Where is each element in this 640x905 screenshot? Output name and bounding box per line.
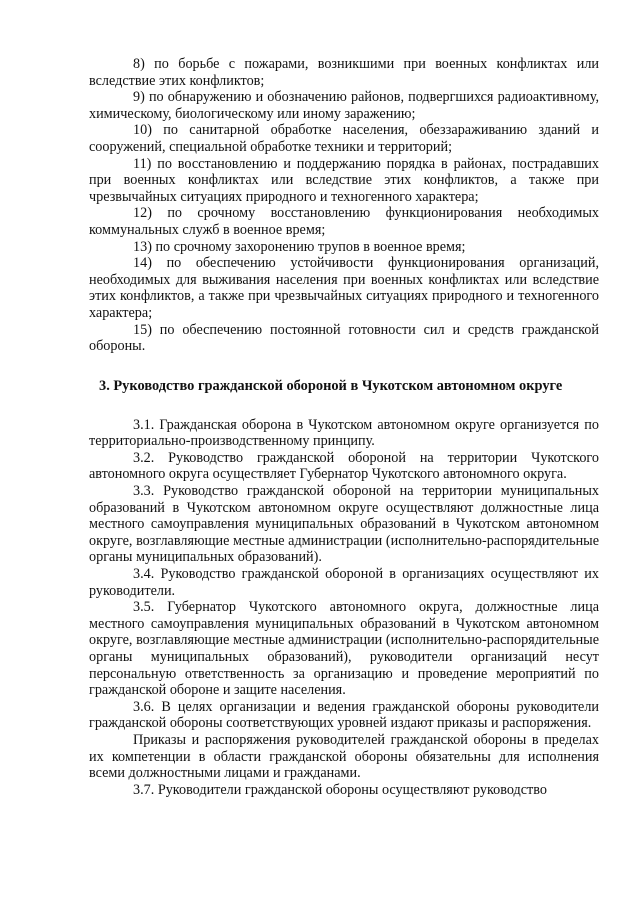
list-item: 9) по обнаружению и обозначению районов, подвергшихся радиоактивному, химическому, биологическому или иному заражению; [89,89,599,122]
section-paragraph: Приказы и распоряжения руководителей гражданской обороны в пределах их компетенции в области гражданской обороны обязательны для исполнения всеми должностными лицами и гражданами. [89,731,599,782]
section-paragraph: 3.2. Руководство гражданской обороной на территории Чукотского автономного округа осуществляет Губернатор Чукотского автономного округа. [89,449,599,483]
section-paragraph: 3.3. Руководство гражданской обороной на территории муниципальных образований в Чукотском автономном округе осуществляют должностные лица местного самоуправления муниципальных образований в Чукотском автономном округе, возглавляющие местные администрации (исполнительно-распорядительные органы муниципальных образований). [89,483,599,566]
list-item: 11) по восстановлению и поддержанию порядка в районах, пострадавших при военных конфликтах или вследствие этих конфликтов, а также при чрезвычайных ситуациях природного и техногенного характера; [89,155,599,205]
section-paragraph: 3.7. Руководители гражданской обороны осуществляют руководство [133,781,547,798]
section-body [89,417,599,799]
document-page [89,56,599,798]
section-paragraph: 3.5. Губернатор Чукотского автономного округа, должностные лица местного самоуправления муниципальных образований в Чукотском автономном округе, возглавляющие местные администрации (исполнительно-распорядительные органы муниципальных образований), руководители организаций несут персональную ответственность за организацию и проведение мероприятий по гражданской обороне и защите населения. [89,599,599,699]
list-item: 15) по обеспечению постоянной готовности сил и средств гражданской обороны. [89,321,599,355]
list-item: 14) по обеспечению устойчивости функционирования организаций, необходимых для выживания населения при военных конфликтах или вследствие этих конфликтов, а также при чрезвычайных ситуациях природного и техногенного характера; [89,255,599,321]
list-item: 8) по борьбе с пожарами, возникшими при военных конфликтах или вследствие этих конфликтов; [89,56,599,89]
section-paragraph: 3.6. В целях организации и ведения гражданской обороны руководители гражданской обороны соответствующих уровней издают приказы и распоряжения. [89,698,599,732]
list-item: 12) по срочному восстановлению функционирования необходимых коммунальных служб в военное время; [89,205,599,238]
section-heading: 3. Руководство гражданской обороной в Чукотском автономном округе [99,377,563,394]
section-paragraph: 3.4. Руководство гражданской обороной в организациях осуществляют их руководители. [89,566,599,599]
list-item: 10) по санитарной обработке населения, обеззараживанию зданий и сооружений, специальной обработке техники и территорий; [89,122,599,155]
section-paragraph: 3.1. Гражданская оборона в Чукотском автономном округе организуется по территориально-производственному принципу. [89,416,599,450]
list-item: 13) по срочному захоронению трупов в военное время; [133,238,466,255]
measures-list [89,56,599,355]
